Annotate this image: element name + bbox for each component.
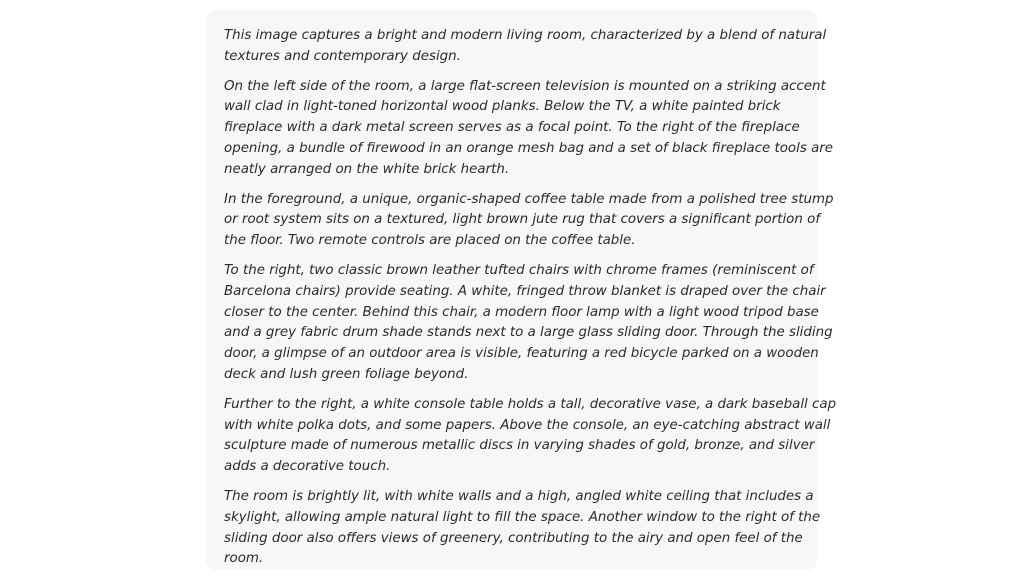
text-line: with white polka dots, and some papers. Above the console, an eye-catching abstract wall	[224, 417, 831, 433]
text-line: wall clad in light-toned horizontal wood planks. Below the TV, a white painted brick	[224, 99, 781, 115]
text-line: sliding door also offers views of greenery, contributing to the airy and open feel of the	[224, 530, 803, 546]
text-line: On the left side of the room, a large flat-screen television is mounted on a striking accent	[224, 78, 826, 94]
text-line: adds a decorative touch.	[224, 459, 391, 475]
text-line: Further to the right, a white console table holds a tall, decorative vase, a dark baseball cap	[224, 396, 837, 412]
text-line: To the right, two classic brown leather tufted chairs with chrome frames (reminiscent of	[224, 262, 814, 278]
text-line: Barcelona chairs) provide seating. A white, fringed throw blanket is draped over the chair	[224, 283, 826, 299]
text-line: door, a glimpse of an outdoor area is visible, featuring a red bicycle parked on a wooden	[224, 346, 819, 362]
text-line: In the foreground, a unique, organic-shaped coffee table made from a polished tree stump	[224, 191, 834, 207]
paragraph-seating	[224, 261, 833, 386]
text-line: neatly arranged on the white brick hearth.	[224, 161, 510, 177]
text-line: skylight, allowing ample natural light to fill the space. Another window to the right of the	[224, 509, 821, 525]
text-line: and a grey fabric drum shade stands next to a large glass sliding door. Through the sliding	[224, 325, 833, 341]
paragraph-intro	[224, 26, 827, 68]
text-line: This image captures a bright and modern living room, characterized by a blend of natural	[224, 28, 827, 43]
paragraph-fireplace	[224, 77, 834, 181]
text-line: opening, a bundle of firewood in an orange mesh bag and a set of black fireplace tools are	[224, 140, 834, 156]
text-line: room.	[224, 551, 264, 567]
paragraph-lighting	[224, 487, 821, 570]
text-line: deck and lush green foliage beyond.	[224, 366, 469, 382]
paragraph-coffee-table	[224, 190, 834, 252]
text-line: closer to the center. Behind this chair, a modern floor lamp with a light wood tripod base	[224, 304, 819, 320]
text-line: the floor. Two remote controls are placed on the coffee table.	[224, 233, 636, 249]
text-line: textures and contemporary design.	[224, 48, 461, 64]
text-line: sculpture made of numerous metallic discs in varying shades of gold, bronze, and silver	[224, 438, 815, 454]
text-line: or root system sits on a textured, light brown jute rug that covers a significant portion of	[224, 212, 821, 228]
paragraph-console	[224, 395, 837, 478]
text-line: The room is brightly lit, with white walls and a high, angled white ceiling that includes a	[224, 488, 814, 504]
text-line: fireplace with a dark metal screen serves as a focal point. To the right of the fireplace	[224, 120, 800, 136]
description-card	[206, 10, 837, 570]
